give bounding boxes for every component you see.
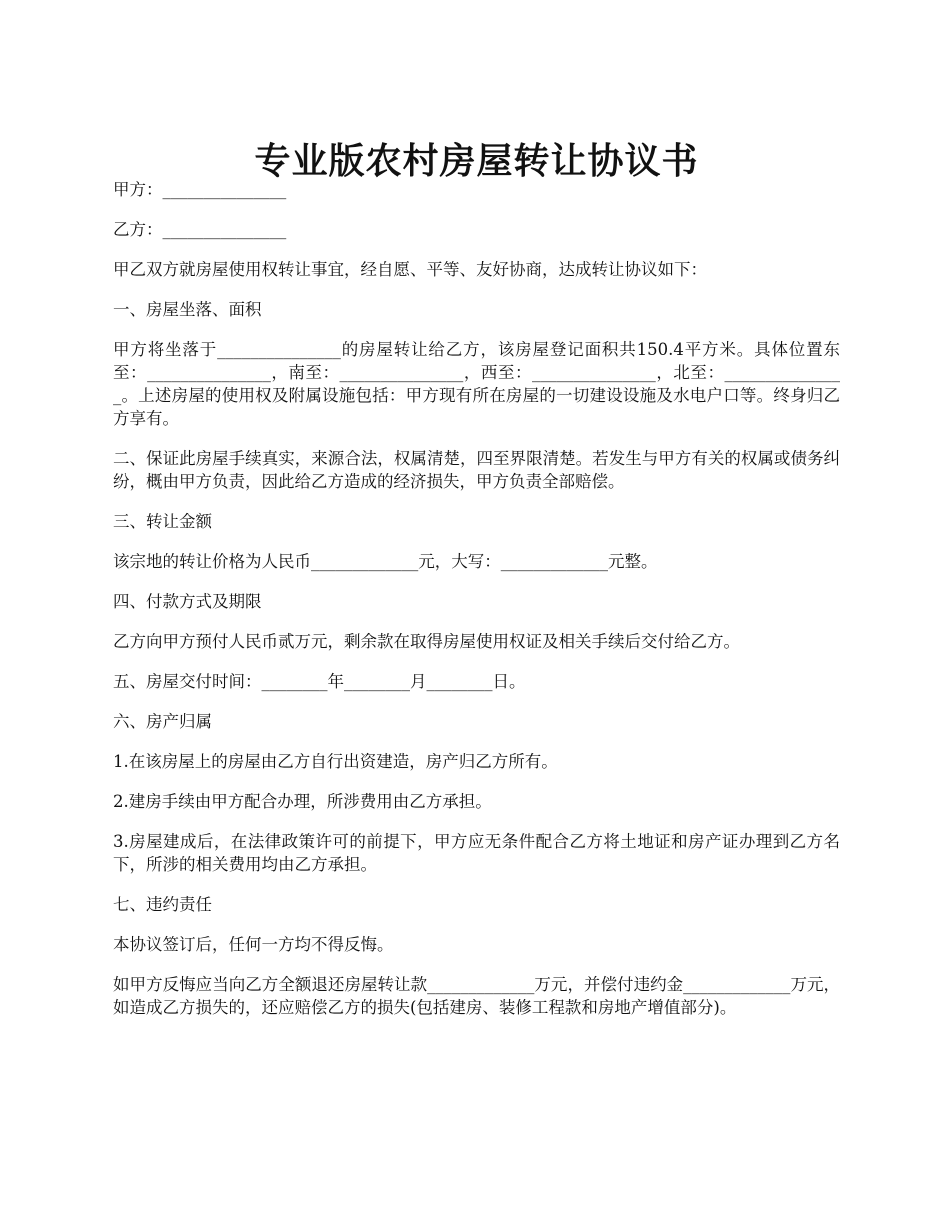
- breach-paragraph-2: 如甲方反悔应当向乙方全额退还房屋转让款_____________万元，并偿付违约金_____________万元，如造成乙方损失的，还应赔偿乙方的损失(包括建房、装修工程款和房地产增值部分)。: [113, 975, 840, 1017]
- section-heading-amount: 三、转让金额: [113, 512, 212, 531]
- location-paragraph: 甲方将坐落于_______________的房屋转让给乙方，该房屋登记面积共150.4平方米。具体位置东至：_______________，南至：_______________，西至：_______________，北至：_______________。上述房屋的使用权及附属设施包括：甲方现有所在房屋的一切建设设施及水电户口等。终身归乙方享有。: [113, 340, 840, 428]
- party-b-line: 乙方：_______________: [113, 220, 287, 239]
- section-heading-ownership: 六、房产归属: [113, 712, 212, 731]
- ownership-item-2: 2.建房手续由甲方配合办理，所涉费用由乙方承担。: [113, 792, 492, 811]
- party-a-line: 甲方：_______________: [113, 180, 287, 199]
- section-heading-breach: 七、违约责任: [113, 895, 212, 914]
- ownership-item-3: 3.房屋建成后，在法律政策许可的前提下，甲方应无条件配合乙方将土地证和房产证办理到乙方名下，所涉的相关费用均由乙方承担。: [113, 832, 840, 874]
- section-heading-location: 一、房屋坐落、面积: [113, 300, 262, 319]
- intro-paragraph: 甲乙双方就房屋使用权转让事宜，经自愿、平等、友好协商，达成转让协议如下：: [113, 260, 707, 279]
- guarantee-paragraph: 二、保证此房屋手续真实，来源合法，权属清楚，四至界限清楚。若发生与甲方有关的权属或债务纠纷，概由甲方负责，因此给乙方造成的经济损失，甲方负责全部赔偿。: [113, 449, 840, 491]
- document-body: [113, 178, 840, 1036]
- amount-paragraph: 该宗地的转让价格为人民币_____________元，大写：_____________元整。: [113, 552, 658, 571]
- delivery-time-line: 五、房屋交付时间：________年________月________日。: [113, 672, 526, 691]
- payment-paragraph: 乙方向甲方预付人民币贰万元，剩余款在取得房屋使用权证及相关手续后交付给乙方。: [113, 632, 740, 651]
- ownership-item-1: 1.在该房屋上的房屋由乙方自行出资建造，房产归乙方所有。: [113, 752, 558, 771]
- breach-paragraph-1: 本协议签订后，任何一方均不得反悔。: [113, 935, 394, 954]
- document-title: 专业版农村房屋转让协议书: [254, 140, 699, 183]
- section-heading-payment: 四、付款方式及期限: [113, 592, 262, 611]
